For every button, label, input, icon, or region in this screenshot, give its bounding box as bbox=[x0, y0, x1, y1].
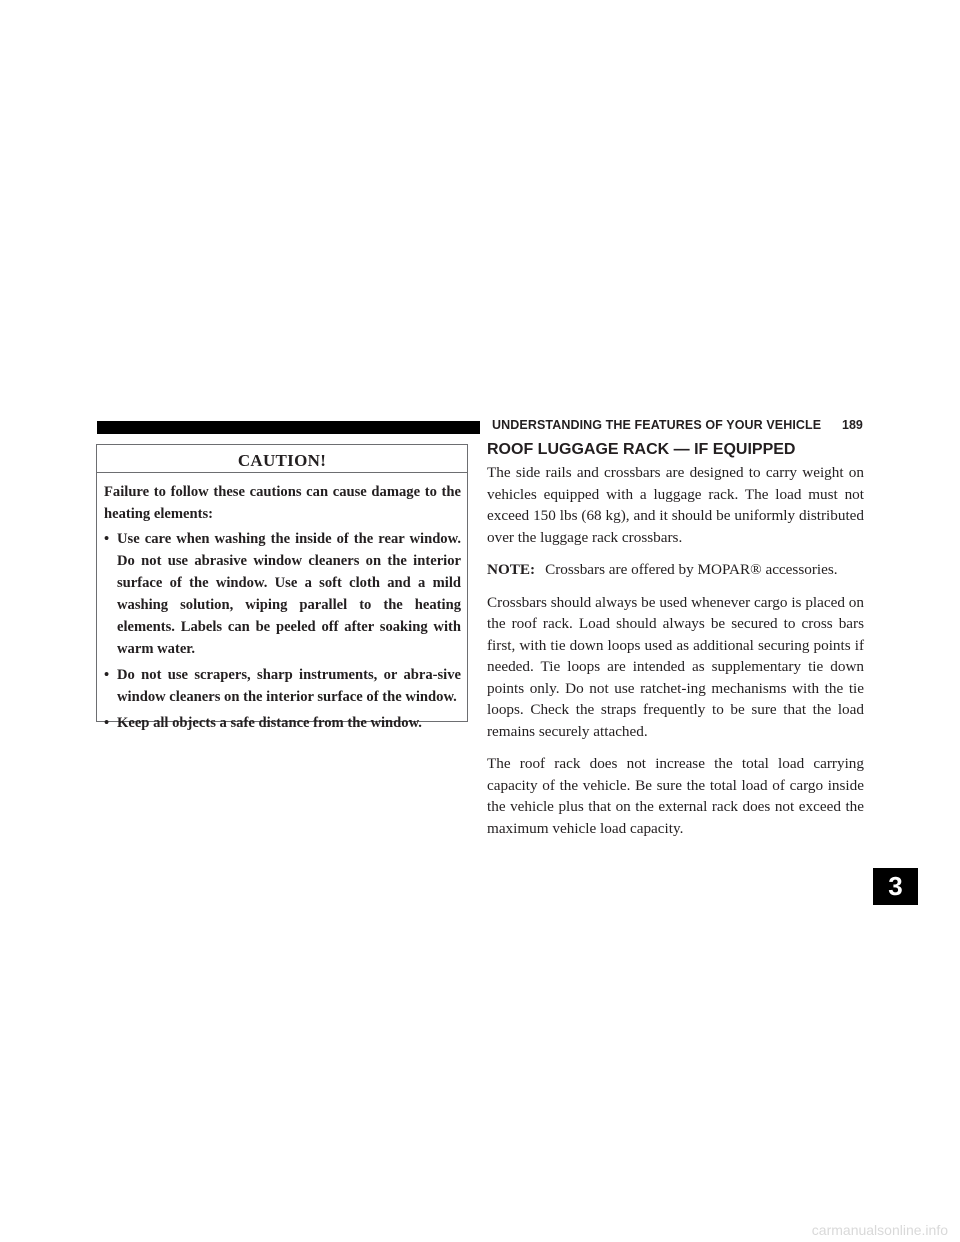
note-text: Crossbars are offered by MOPAR® accessories. bbox=[545, 561, 838, 578]
page-number: 189 bbox=[842, 418, 863, 432]
bullet-icon: • bbox=[104, 531, 110, 547]
bullet-icon: • bbox=[104, 715, 110, 731]
caution-title: CAUTION! bbox=[237, 451, 327, 470]
bullet-icon: • bbox=[104, 667, 110, 683]
caution-intro: Failure to follow these cautions can cause damage to the heating elements: bbox=[104, 484, 461, 522]
paragraph: The side rails and crossbars are designed to carry weight on vehicles equipped with a luggage rack. The load must not exceed 150 lbs (68 kg), and it should be uniformly distributed over the luggage rack crossbars. bbox=[487, 464, 864, 546]
chapter-tab: 3 bbox=[873, 868, 918, 905]
caution-item: • Keep all objects a safe distance from the window. bbox=[104, 712, 461, 734]
watermark: carmanualsonline.info bbox=[811, 1222, 948, 1238]
running-header: UNDERSTANDING THE FEATURES OF YOUR VEHICLE bbox=[492, 418, 822, 432]
header-rule bbox=[97, 421, 480, 434]
paragraph: Crossbars should always be used whenever cargo is placed on the roof rack. Load should always be secured to cross bars first, with tie down loops used as additional securing points if needed. Tie loops are intended as supplementary tie down points only. Do not use ratchet-ing mechanisms with the tie loops. Check the straps frequently to be sure that the load remains securely attached. bbox=[487, 593, 864, 740]
caution-divider bbox=[97, 472, 467, 473]
note-label: NOTE: bbox=[487, 561, 536, 578]
section-heading: ROOF LUGGAGE RACK — IF EQUIPPED bbox=[487, 441, 796, 458]
section-body bbox=[487, 462, 864, 850]
note bbox=[487, 559, 864, 581]
caution-item: • Do not use scrapers, sharp instruments, or abra-sive window cleaners on the interior surface of the window. bbox=[104, 664, 461, 708]
paragraph: The roof rack does not increase the total load carrying capacity of the vehicle. Be sure the total load of cargo inside the vehicle plus that on the external rack does not exceed the maximum vehicle load capacity. bbox=[487, 755, 864, 837]
caution-body bbox=[104, 481, 461, 738]
caution-list bbox=[104, 528, 461, 734]
caution-item: • Use care when washing the inside of the rear window. Do not use abrasive window cleaners on the interior surface of the window. Use a soft cloth and a mild washing solution, wiping parallel to the heating elements. Labels can be peeled off after soaking with warm water. bbox=[104, 528, 461, 660]
caution-box bbox=[96, 444, 468, 731]
